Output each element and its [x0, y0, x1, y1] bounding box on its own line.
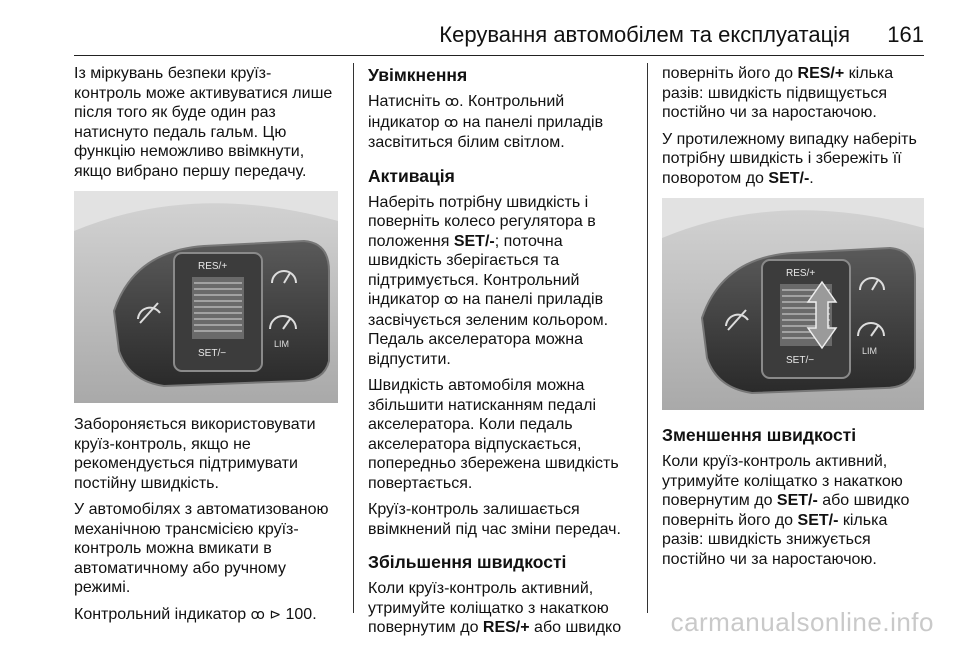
- cruise-indicator-icon: ꝏ: [443, 114, 459, 131]
- page-title: Керування автомобілем та експлуатація: [439, 22, 850, 47]
- column-divider-1: [353, 63, 354, 613]
- column-3: [662, 64, 924, 576]
- cruise-indicator-icon: ꝏ: [443, 292, 459, 308]
- column-divider-2: [647, 63, 648, 613]
- header-rule: [74, 55, 924, 56]
- cruise-button-icon: ꝏ: [444, 94, 460, 110]
- paragraph-prohibited: Забороняється використовувати круїз-контроль, якщо не рекомендується підтримувати постійну швидкість.: [74, 416, 316, 492]
- paragraph-gear-change: Круїз-контроль залишається ввімкнений під час зміни передач.: [368, 501, 621, 538]
- heading-decrease-speed: Зменшення швидкості: [662, 425, 857, 445]
- paragraph-increase-speed: Коли круїз-контроль активний, утримуйте коліщатко з накаткою повернутим до RES/+ або швидко: [368, 580, 622, 636]
- lim-label: LIM: [274, 339, 290, 349]
- res-label: RES/+: [786, 268, 816, 279]
- paragraph-otherwise: У протилежному випадку наберіть потрібну швидкість і збережіть її поворотом до SET/-.: [662, 130, 917, 187]
- watermark: carmanualsonline.info: [670, 607, 934, 637]
- heading-activation: Активація: [368, 165, 455, 186]
- paragraph-increase-cont: поверніть його до RES/+ кілька разів: швидкість підвищується постійно чи за наростаючою.: [662, 65, 894, 121]
- heading-increase-speed: Збільшення швидкості: [368, 552, 567, 572]
- cruise-control-figure-2: [662, 198, 924, 410]
- cruise-indicator-icon: ꝏ: [250, 606, 265, 623]
- paragraph-decrease-speed: Коли круїз-контроль активний, утримуйте коліщатко з накаткою повернутим до SET/- або швидко поверніть його до SET/- кілька разів: швидкість знижується постійно чи за наростаючою.: [662, 453, 910, 568]
- paragraph-indicator-ref: Контрольний індикатор ꝏ ⊳ 100.: [74, 605, 317, 623]
- lim-label: LIM: [862, 346, 878, 356]
- res-label: RES/+: [198, 261, 228, 272]
- column-1: [74, 64, 338, 632]
- paragraph-automated-transmission: У автомобілях з автоматизованою механічною трансмісією круїз-контроль можна вмикати в автоматичному або ручному режимі.: [74, 501, 329, 596]
- column-2: [368, 64, 636, 645]
- paragraph-activation: Наберіть потрібну швидкість і поверніть колесо регулятора в положення SET/-; поточна швидкість зберігається та підтримується. Контрольний індикатор ꝏ на панелі приладів засвічується зеленим кольором. Педаль акселератора можна відпустити.: [368, 193, 609, 368]
- paragraph-safety: Із міркувань безпеки круїз-контроль може активуватися лише після того як буде один раз натиснуто педаль гальм. Цю функцію неможливо ввімкнути, якщо вибрано першу передачу.: [74, 65, 333, 180]
- paragraph-switch-on: Натисніть ꝏ. Контрольний індикатор ꝏ на панелі приладів засвітиться білим світлом.: [368, 93, 604, 151]
- page-ref-icon: ⊳: [269, 606, 282, 623]
- page-number: 161: [887, 22, 924, 47]
- paragraph-accelerate: Швидкість автомобіля можна збільшити натисканням педалі акселератора. Коли педаль акселератора відпускається, попередньо збережена швидкість повертається.: [368, 377, 619, 492]
- page-header: [0, 0, 960, 58]
- heading-switch-on: Увімкнення: [368, 65, 468, 85]
- cruise-control-figure-1: [74, 191, 338, 403]
- set-label: SET/−: [786, 355, 815, 366]
- set-label: SET/−: [198, 348, 227, 359]
